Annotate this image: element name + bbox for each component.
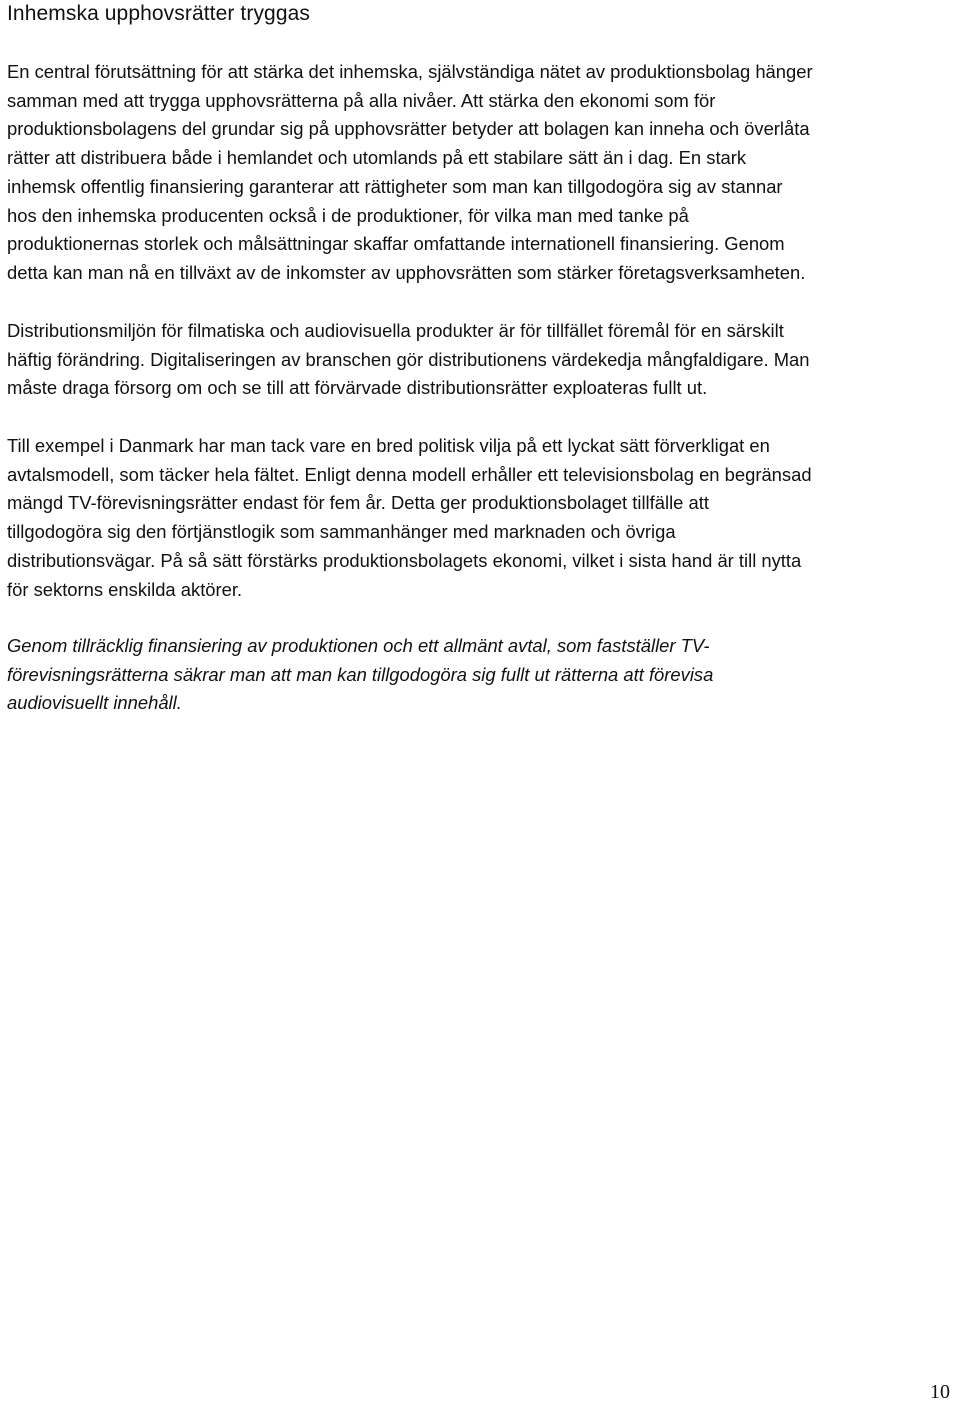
paragraph-line: rätter att distribuera både i hemlandet och utomlands på ett stabilare sätt än i dag. En stark [7,147,747,169]
paragraph-line: tillgodogöra sig den förtjänstlogik som sammanhänger med marknaden och övriga [7,521,676,543]
paragraph-line: förevisningsrätterna säkrar man att man kan tillgodogöra sig fullt ut rätterna att förevisa [7,663,714,685]
paragraph-line: produktionsbolagens del grundar sig på upphovsrätter betyder att bolagen kan inneha och överlåta [7,118,810,140]
paragraph-danmark-example [7,432,957,604]
paragraph-line: mängd TV-förevisningsrätter endast för fem år. Detta ger produktionsbolaget tillfälle att [7,492,709,514]
paragraph-line: hos den inhemska producenten också i de produktioner, för vilka man med tanke på [7,204,689,226]
paragraph-upphovsratter [7,58,957,288]
paragraph-line: samman med att trygga upphovsrätterna på alla nivåer. Att stärka den ekonomi som för [7,89,716,111]
paragraph-line: måste draga försorg om och se till att förvärvade distributionsrätter exploateras fullt ut. [7,377,708,399]
page-title: Inhemska upphovsrätter tryggas [7,2,310,25]
paragraph-line: avtalsmodell, som täcker hela fältet. Enligt denna modell erhåller ett televisionsbolag en begränsad [7,463,812,485]
paragraph-line: inhemsk offentlig finansiering garanterar att rättigheter som man kan tillgodogöra sig av stannar [7,175,783,197]
paragraph-line: produktionernas storlek och målsättningar skaffar omfattande internationell finansiering. Genom [7,233,785,255]
paragraph-line: häftig förändring. Digitaliseringen av branschen gör distributionens värdekedja mångfaldigare. Man [7,348,810,370]
paragraph-line: för sektorns enskilda aktörer. [7,578,243,600]
paragraph-conclusion-italic [7,632,957,718]
paragraph-line: distributionsvägar. På så sätt förstärks produktionsbolagets ekonomi, vilket i sista hand är till nytta [7,549,802,571]
paragraph-line: Distributionsmiljön för filmatiska och audiovisuella produkter är för tillfället föremål för en särskilt [7,320,784,341]
paragraph-line: detta kan man nå en tillväxt av de inkomster av upphovsrätten som stärker företagsverksamheten. [7,261,806,283]
paragraph-distributionsmiljo [7,317,957,403]
paragraph-line: audiovisuellt innehåll. [7,692,182,714]
paragraph-line: Genom tillräcklig finansiering av produktionen och ett allmänt avtal, som fastställer TV- [7,635,710,656]
paragraph-line: Till exempel i Danmark har man tack vare en bred politisk vilja på ett lyckat sätt förverkligat en [7,435,770,456]
page-number: 10 [930,1381,950,1403]
paragraph-line: En central förutsättning för att stärka det inhemska, självständiga nätet av produktionsbolag hänger [7,61,813,82]
